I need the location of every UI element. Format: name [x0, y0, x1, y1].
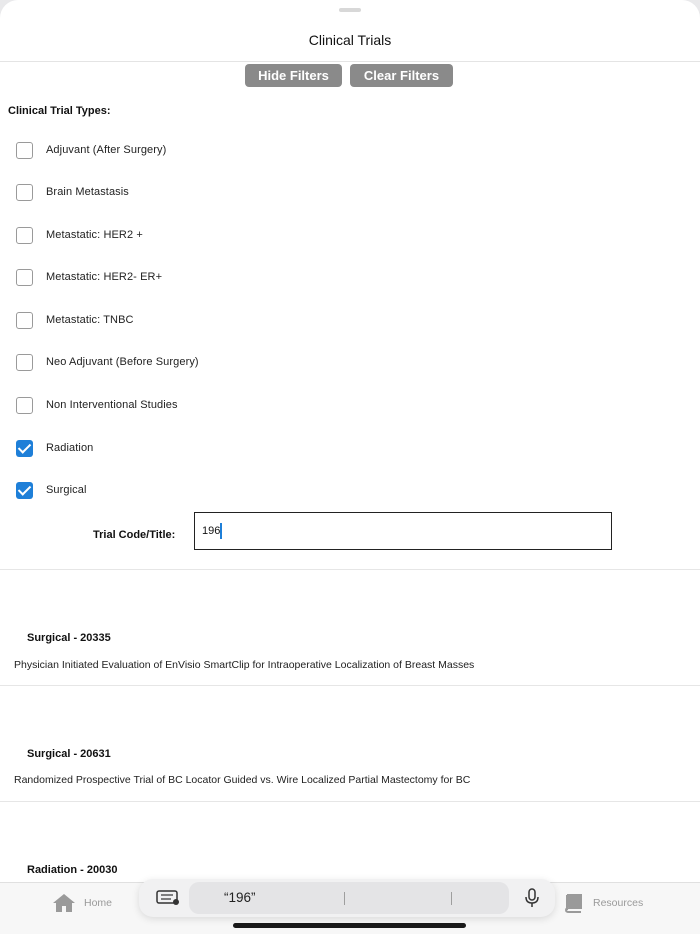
home-indicator[interactable] — [233, 923, 466, 928]
checkbox[interactable] — [16, 354, 33, 371]
trial-code-input[interactable] — [194, 512, 612, 550]
book-icon — [563, 893, 585, 913]
tab-home[interactable] — [52, 893, 112, 913]
clear-filters-button[interactable]: Clear Filters — [350, 64, 453, 87]
filter-option-label: Radiation — [46, 442, 94, 454]
filter-option-adjuvant[interactable] — [16, 140, 166, 160]
filter-option-label: Neo Adjuvant (Before Surgery) — [46, 356, 199, 368]
microphone-icon[interactable] — [525, 888, 539, 908]
sheet-grabber[interactable] — [339, 8, 361, 12]
tab-resources-label: Resources — [593, 897, 644, 909]
filter-option-label: Metastatic: TNBC — [46, 314, 134, 326]
tab-resources[interactable] — [563, 893, 643, 913]
divider — [0, 685, 700, 686]
keyboard-icon[interactable] — [156, 890, 180, 905]
filter-option-surgical[interactable] — [16, 480, 87, 500]
checkbox[interactable] — [16, 184, 33, 201]
filter-option-brain-metastasis[interactable] — [16, 182, 129, 202]
filter-option-radiation[interactable] — [16, 438, 93, 458]
filter-option-label: Metastatic: HER2- ER+ — [46, 271, 163, 283]
autocorrect-suggestion[interactable] — [189, 882, 509, 914]
filter-option-label: Adjuvant (After Surgery) — [46, 144, 167, 156]
trial-types-heading: Clinical Trial Types: — [8, 105, 111, 117]
hide-filters-button[interactable]: Hide Filters — [245, 64, 342, 87]
checkbox[interactable] — [16, 397, 33, 414]
divider — [451, 892, 452, 905]
filter-option-label: Non Interventional Studies — [46, 399, 178, 411]
checkbox[interactable] — [16, 440, 33, 457]
suggestion-text: “196” — [224, 890, 256, 905]
trial-code-label: Trial Code/Title: — [93, 529, 176, 541]
filter-option-label: Surgical — [46, 484, 87, 496]
filter-option-non-interventional[interactable] — [16, 395, 178, 415]
page-title: Clinical Trials — [308, 32, 392, 48]
tab-home-label: Home — [84, 897, 113, 909]
divider — [344, 892, 345, 905]
result-description[interactable]: Physician Initiated Evaluation of EnVisio SmartClip for Intraoperative Localization of Breast Masses — [14, 659, 475, 671]
keyboard-shortcut-bar — [139, 879, 555, 917]
divider — [0, 801, 700, 802]
filter-option-metastatic-tnbc[interactable] — [16, 310, 134, 330]
divider — [0, 61, 700, 62]
checkbox[interactable] — [16, 269, 33, 286]
home-icon — [52, 893, 76, 913]
result-title[interactable]: Radiation - 20030 — [27, 864, 118, 876]
filter-option-neo-adjuvant[interactable] — [16, 352, 199, 372]
filter-option-label: Metastatic: HER2 + — [46, 229, 143, 241]
checkbox[interactable] — [16, 312, 33, 329]
text-cursor — [220, 523, 222, 539]
result-title[interactable]: Surgical - 20335 — [27, 632, 111, 644]
filter-option-metastatic-her2-er[interactable] — [16, 267, 162, 287]
checkbox[interactable] — [16, 142, 33, 159]
checkbox[interactable] — [16, 482, 33, 499]
checkbox[interactable] — [16, 227, 33, 244]
filter-option-label: Brain Metastasis — [46, 186, 129, 198]
divider — [0, 569, 700, 570]
result-title[interactable]: Surgical - 20631 — [27, 748, 111, 760]
result-description[interactable]: Randomized Prospective Trial of BC Locator Guided vs. Wire Localized Partial Mastectomy for BC — [14, 774, 471, 786]
filter-option-metastatic-her2-positive[interactable] — [16, 225, 143, 245]
